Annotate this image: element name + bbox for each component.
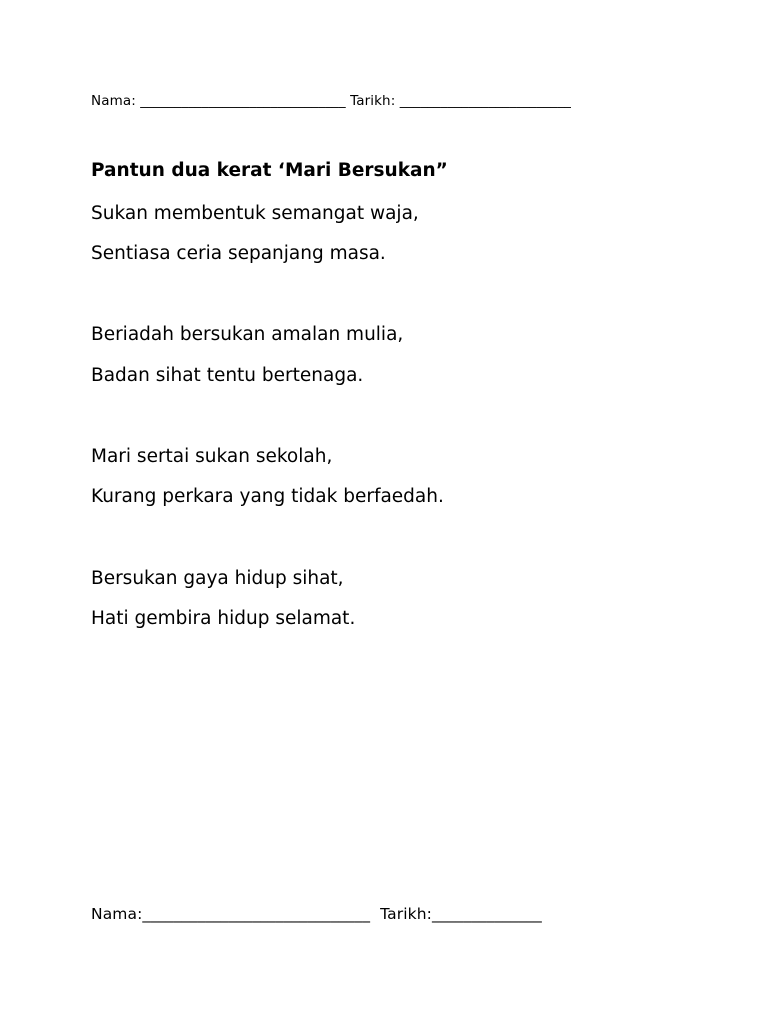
stanza-1-line-1: Sukan membentuk semangat waja,	[91, 203, 419, 224]
date-blank: _________________________	[399, 93, 572, 109]
name-blank: ______________________________	[140, 93, 346, 109]
footer-date-blank: ______________	[431, 905, 542, 923]
stanza-2-line-2: Badan sihat tentu bertenaga.	[91, 365, 364, 386]
footer-name-blank: _____________________________	[142, 905, 371, 923]
stanza-4-line-2: Hati gembira hidup selamat.	[91, 608, 356, 629]
date-label: Tarikh:	[350, 93, 396, 109]
stanza-1-line-2: Sentiasa ceria sepanjang masa.	[91, 243, 386, 264]
stanza-4-line-1: Bersukan gaya hidup sihat,	[91, 568, 344, 589]
name-label: Nama:	[91, 93, 136, 109]
stanza-3-line-1: Mari sertai sukan sekolah,	[91, 446, 333, 467]
footer-date-label: Tarikh:	[380, 905, 432, 923]
footer-name-label: Nama:	[91, 905, 143, 923]
footer-fields	[91, 905, 542, 923]
stanza-2-line-1: Beriadah bersukan amalan mulia,	[91, 324, 404, 345]
header-fields	[91, 93, 571, 109]
poem-title: Pantun dua kerat ‘Mari Bersukan”	[91, 160, 448, 181]
stanza-3-line-2: Kurang perkara yang tidak berfaedah.	[91, 486, 444, 507]
